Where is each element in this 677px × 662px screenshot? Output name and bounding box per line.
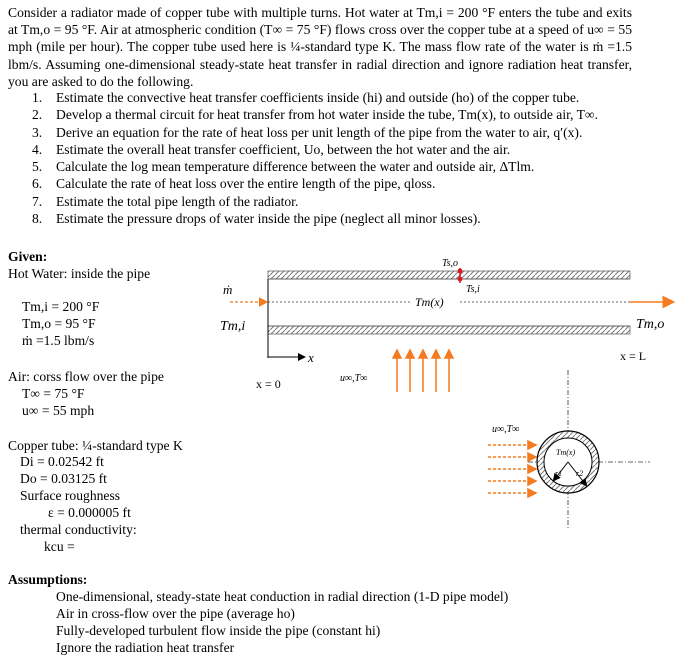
eps-value: ε = 0.000005 ft: [48, 505, 131, 520]
di-value: Di = 0.02542 ft: [20, 454, 104, 469]
pipe-diagram: [210, 250, 677, 530]
assumption-item: Fully-developed turbulent flow inside the pipe (constant hi): [56, 623, 381, 638]
r1-label: r1: [555, 469, 563, 478]
x-axis-label: x: [308, 350, 314, 365]
circle-tm-label: Tm(x): [556, 448, 576, 457]
xL-label: x = L: [620, 349, 647, 363]
air-label-bottom: u∞,T∞: [340, 373, 368, 384]
uinf-value: u∞ = 55 mph: [22, 403, 95, 418]
assumptions-heading: Assumptions:: [8, 572, 88, 587]
kcu-value: kcu =: [44, 539, 75, 554]
assumption-item: One-dimensional, steady-state heat conduction in radial direction (1-D pipe model): [56, 589, 509, 604]
task-item: 2. Develop a thermal circuit for heat transfer from hot water inside the tube, Tm(x), to outside air, T∞.: [32, 107, 599, 123]
task-list: [32, 89, 672, 227]
problem-statement: Consider a radiator made of copper tube with multiple turns. Hot water at Tm,i = 200 °F enters the tube and exits at Tm,o = 95 °F. Air at atmospheric condition (T∞ = 75 °F) flows cross over the copper tube at a speed of u∞ = 55 mph (mile per hour). The copper tube used here is ¼-standard type K. The mass flow rate of the water is ṁ =1.5 lbm/s. Assuming one-dimensional steady-state heat transfer in radial direction and ignore radiation heat transfer, you are asked to do the following.: [8, 5, 632, 89]
tmi-symbol: Tm,i: [220, 319, 246, 334]
air-arrows-bottom: [393, 350, 453, 392]
task-item: 1. Estimate the convective heat transfer coefficients inside (hi) and outside (ho) of the copper tube.: [32, 90, 580, 105]
tmi-value: Tm,i = 200 °F: [22, 299, 100, 314]
hot-water-label: Hot Water: inside the pipe: [8, 266, 151, 281]
mdot-value: ṁ =1.5 lbm/s: [22, 333, 95, 348]
assumption-item: Air in cross-flow over the pipe (average ho): [56, 606, 295, 621]
tinf-value: T∞ = 75 °F: [22, 386, 85, 401]
roughness-label: Surface roughness: [20, 488, 121, 503]
given-heading: Given:: [8, 249, 48, 264]
air-arrows-side: [488, 441, 536, 497]
thermal-label: thermal conductivity:: [20, 522, 137, 537]
mdot-symbol: ṁ: [223, 282, 233, 297]
copper-label: Copper tube: ¼-standard type K: [8, 438, 183, 453]
task-item: 5. Calculate the log mean temperature difference between the water and outside air, ΔTlm.: [32, 159, 535, 175]
pipe-cross-section: [537, 431, 599, 493]
air-label: Air: corss flow over the pipe: [8, 369, 164, 384]
x0-label: x = 0: [256, 377, 281, 391]
r2-label: r2: [576, 469, 584, 478]
tmo-value: Tm,o = 95 °F: [22, 316, 96, 331]
task-item: 3. Derive an equation for the rate of heat loss per unit length of the pipe from the water to air, q′(x).: [32, 124, 583, 140]
task-item: 8. Estimate the pressure drops of water inside the pipe (neglect all minor losses).: [32, 211, 481, 227]
tso-label: Ts,o: [442, 258, 459, 269]
assumption-item: Ignore the radiation heat transfer: [56, 640, 235, 655]
tmo-symbol: Tm,o: [636, 317, 665, 332]
do-value: Do = 0.03125 ft: [20, 471, 107, 486]
task-item: 7. Estimate the total pipe length of the radiator.: [32, 193, 299, 209]
tmx-symbol: Tm(x): [415, 295, 444, 309]
pipe-bottom-wall: [268, 326, 630, 334]
task-item: 4. Estimate the overall heat transfer coefficient, Uo, between the hot water and the air.: [32, 141, 511, 157]
air-label-side: u∞,T∞: [492, 424, 520, 435]
pipe-top-wall: [268, 271, 630, 279]
task-item: 6. Calculate the rate of heat loss over the entire length of the pipe, qloss.: [32, 176, 436, 192]
tsi-label: Ts,i: [466, 284, 480, 295]
